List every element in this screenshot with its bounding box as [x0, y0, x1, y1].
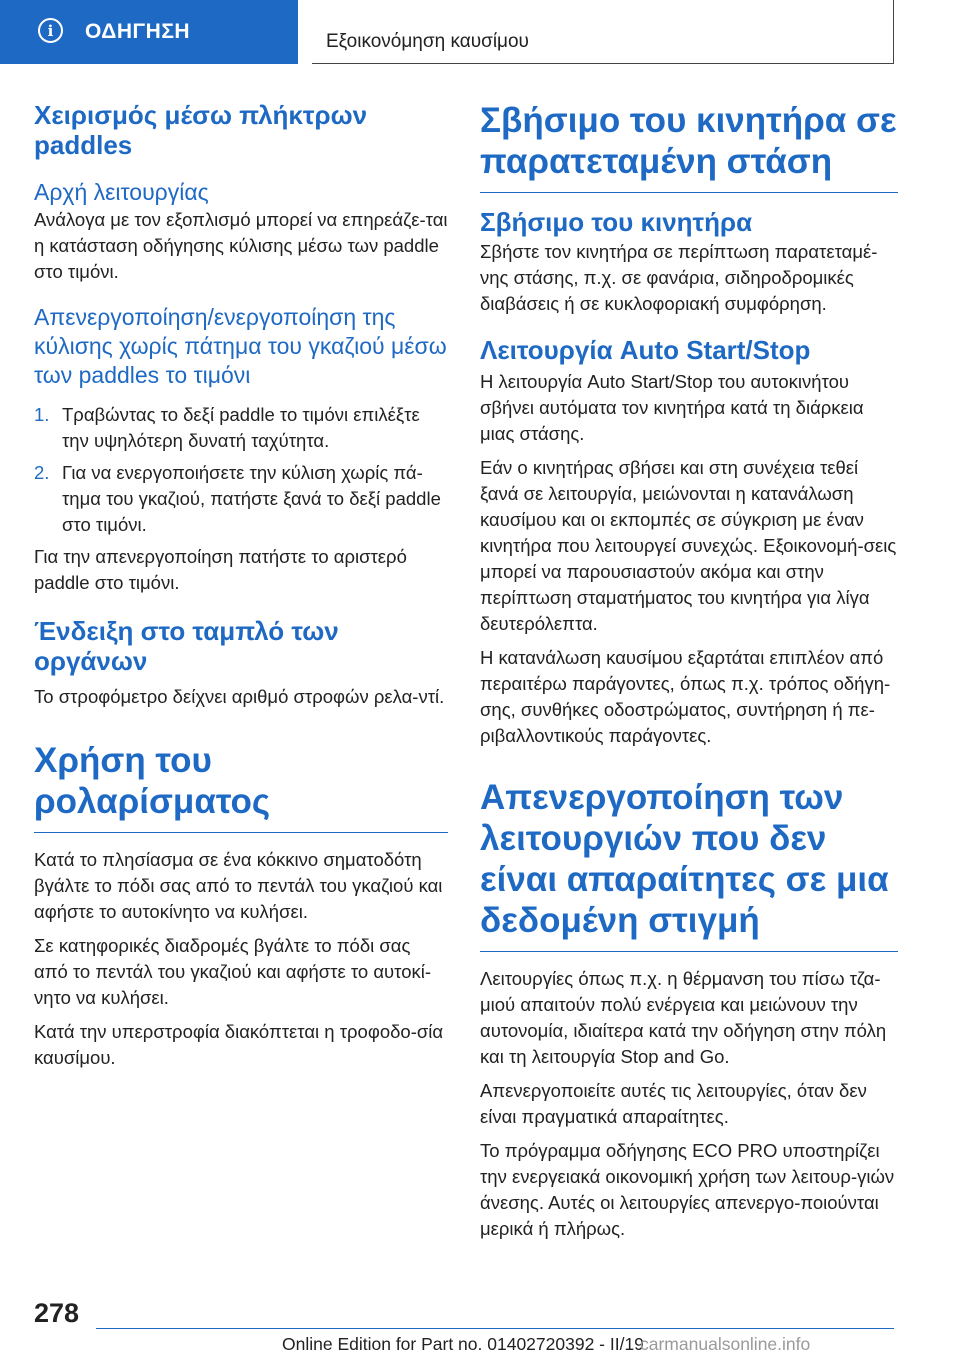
paragraph-deactivate: Για την απενεργοποίηση πατήστε το αριστερό paddle στο τιμόνι.	[34, 546, 407, 593]
page-number: 278	[34, 1298, 80, 1328]
right-column	[480, 100, 898, 1242]
heading-activation: Απενεργοποίηση/ενεργοποίηση της κύλισης χωρίς πάτημα του γκαζιού μέσω των paddles το τιμόνι	[34, 304, 447, 388]
paragraph-autostart-1: Η λειτουργία Auto Start/Stop του αυτοκινήτου σβήνει αυτόματα τον κινητήρα κατά τη διάρκεια μιας στάσης.	[480, 371, 864, 444]
paragraph-deactivate-1: Λειτουργίες όπως π.χ. η θέρμανση του πίσω τζα-μιού απαιτούν πολύ ενέργεια και μειώνουν την αυτονομία, ιδιαίτερα κατά την οδήγηση στην πόλη και τη λειτουργία Stop and Go.	[480, 968, 887, 1067]
paragraph-engine-off: Σβήστε τον κινητήρα σε περίπτωση παρατεταμέ-νης στάσης, π.χ. σε φανάρια, σιδηροδρομικές διαβάσεις ή σε κυκλοφοριακή συμφόρηση.	[480, 241, 878, 314]
watermark-text: carmanualsonline.info	[640, 1334, 811, 1354]
section-tab	[0, 0, 298, 64]
chapter-title-box	[312, 0, 894, 64]
paragraph-principle: Ανάλογα με τον εξοπλισμό μπορεί να επηρεάζε-ται η κατάσταση οδήγησης κύλισης μέσω των paddle στο τιμόνι.	[34, 209, 448, 282]
paragraph-momentum-1: Κατά το πλησίασμα σε ένα κόκκινο σηματοδότη βγάλτε το πόδι σας από το πεντάλ του γκαζιού και αφήστε το αυτοκίνητο να κυλήσει.	[34, 849, 443, 922]
step-number: 1.	[34, 404, 50, 425]
section-label: ΟΔΗΓΗΣΗ	[85, 20, 191, 43]
heading-autostart: Λειτουργία Auto Start/Stop	[480, 335, 811, 365]
paragraph-autostart-3: Η κατανάλωση καυσίμου εξαρτάται επιπλέον από περαιτέρω παράγοντες, όπως π.χ. τρόπος οδήγη-σης, συνθήκες οδοστρώματος, συντήρηση ή πε-ριβαλλοντικούς παράγοντες.	[480, 647, 891, 746]
step-text: Τραβώντας το δεξί paddle το τιμόνι επιλέξτε την υψηλότερη δυνατή ταχύτητα.	[62, 404, 420, 451]
paragraph-autostart-2: Εάν ο κινητήρας σβήσει και στη συνέχεια τεθεί ξανά σε λειτουργία, μειώνονται η κατανάλωση καυσίμου και οι εκπομπές σε σύγκριση με έναν κινητήρα που λειτουργεί συνεχώς. Εξοικονομή-σεις μπορεί να παρουσιαστούν ακόμα και στην περίπτωση σταματήματος του κινητήρα για λίγα δευτερόλεπτα.	[480, 457, 897, 634]
step-number: 2.	[34, 462, 50, 483]
paragraph-momentum-2: Σε κατηφορικές διαδρομές βγάλτε το πόδι σας από το πεντάλ του γκαζιού και αφήστε το αυτοκί-νητο να κυλήσει.	[34, 935, 432, 1008]
heading-display: Ένδειξη στο ταμπλό των οργάνων	[34, 616, 339, 676]
heading-paddles: Χειρισμός μέσω πλήκτρων paddles	[34, 100, 368, 160]
heading-momentum: Χρήση του ρολαρίσματος	[34, 740, 448, 833]
edition-text: Online Edition for Part no. 01402720392 - II/19	[282, 1334, 644, 1354]
paragraph-momentum-3: Κατά την υπερστροφία διακόπτεται η τροφοδο-σία καυσίμου.	[34, 1021, 444, 1068]
step-text: Για να ενεργοποιήσετε την κύλιση χωρίς πά-τημα του γκαζιού, πατήστε ξανά το δεξί paddle στο τιμόνι.	[62, 462, 441, 535]
paragraph-deactivate-3: Το πρόγραμμα οδήγησης ECO PRO υποστηρίζει την ενεργειακά οικονομική χρήση των λειτουρ-γιών άνεσης. Αυτές οι λειτουργίες απενεργο-ποιούνται μερικά ή πλήρως.	[480, 1140, 895, 1239]
list-item	[34, 460, 448, 538]
steps-list	[34, 402, 448, 538]
chapter-title: Εξοικονόμηση καυσίμου	[326, 31, 529, 52]
info-icon: i	[38, 18, 63, 43]
left-column	[34, 100, 448, 1071]
paragraph-deactivate-2: Απενεργοποιείτε αυτές τις λειτουργίες, όταν δεν είναι πραγματικά απαραίτητες.	[480, 1080, 867, 1127]
heading-principle: Αρχή λειτουργίας	[34, 179, 209, 205]
paragraph-display: Το στροφόμετρο δείχνει αριθμό στροφών ρελα-ντί.	[34, 686, 445, 707]
heading-deactivate-functions: Απενεργοποίηση των λειτουργιών που δεν είναι απαραίτητες σε μια δεδομένη στιγμή	[480, 777, 898, 952]
footer-divider	[96, 1328, 894, 1329]
list-item	[34, 402, 448, 454]
heading-engine-off: Σβήσιμο του κινητήρα σε παρατεταμένη στάση	[480, 100, 898, 193]
subheading-engine-off: Σβήσιμο του κινητήρα	[480, 207, 753, 237]
